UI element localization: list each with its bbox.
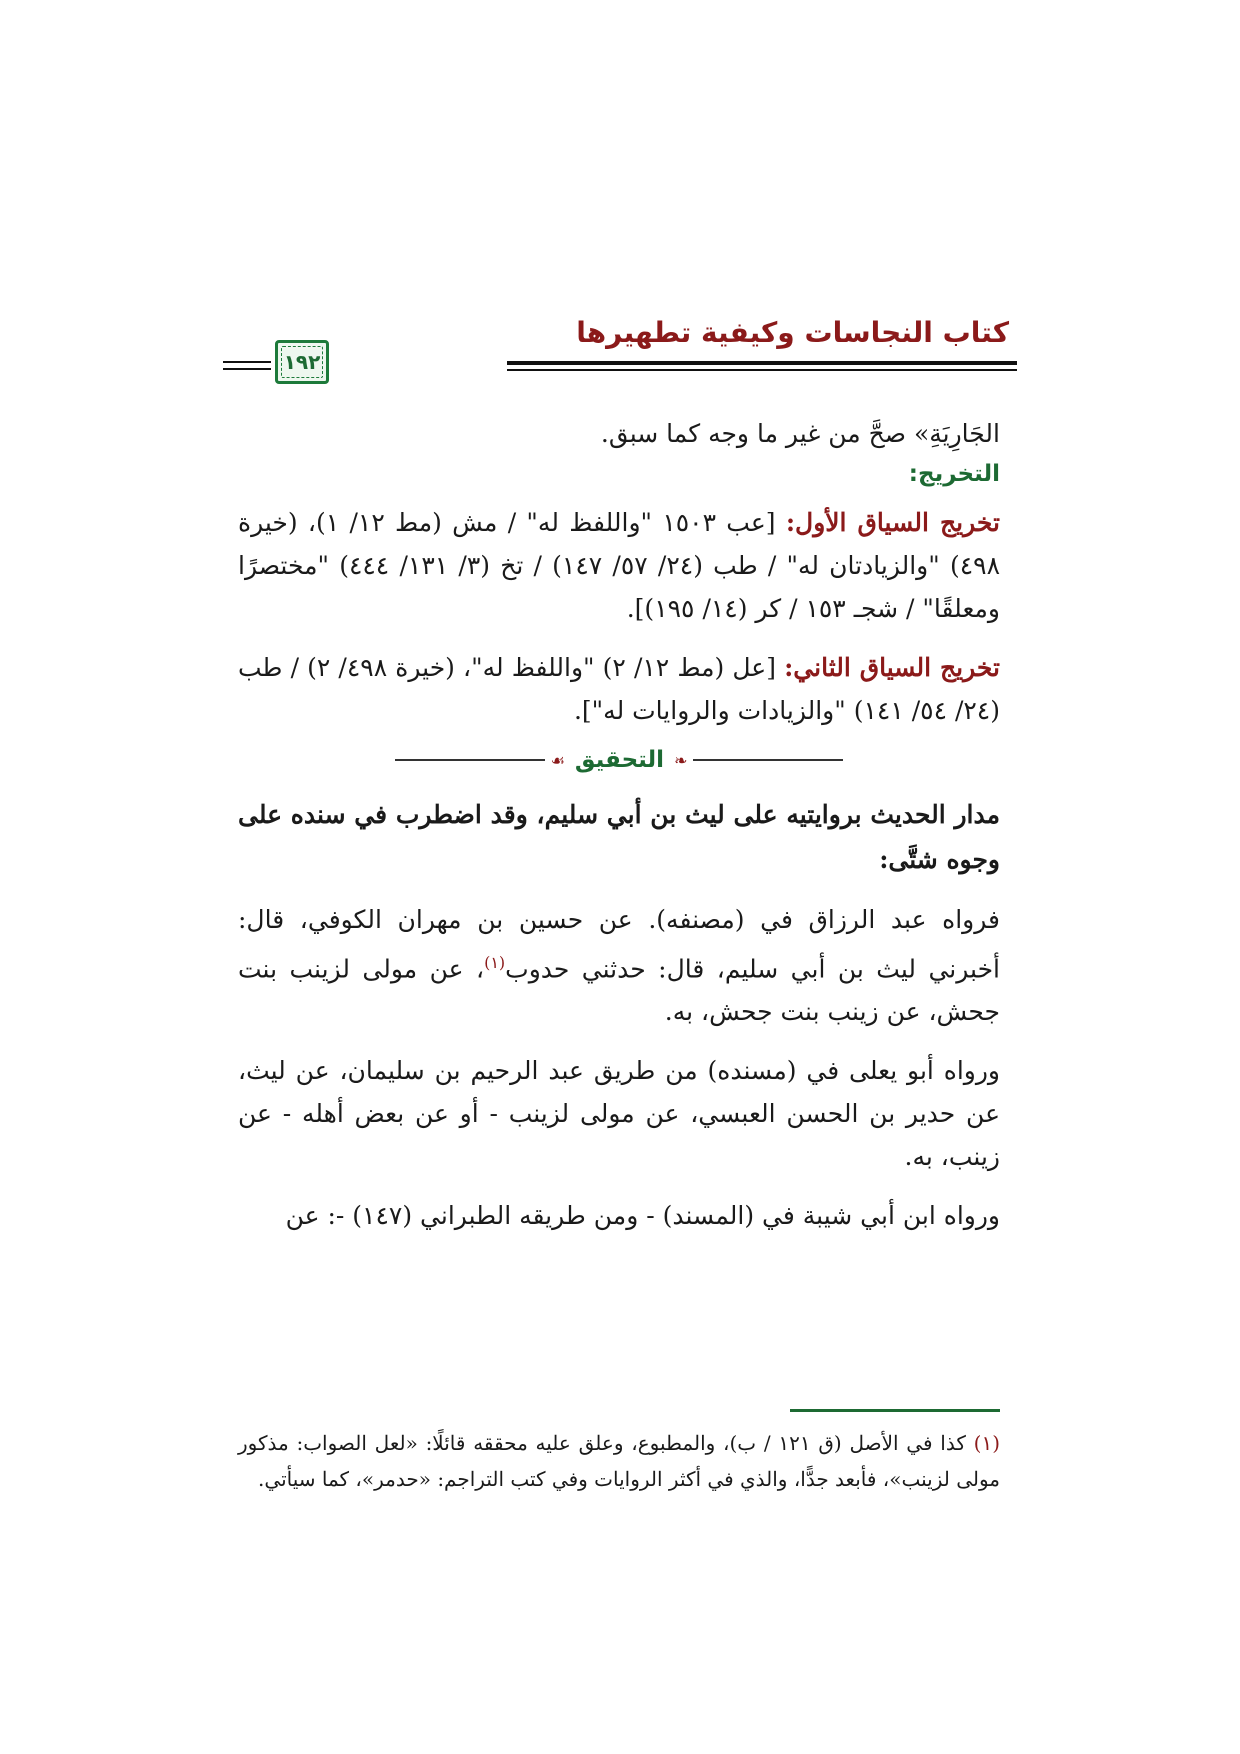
takhrij-heading: التخريج: [908,461,1000,487]
paragraph-ibnabishayba: ورواه ابن أبي شيبة في (المسند) - ومن طريقه الطبراني (١٤٧) -: عن [285,1201,1000,1231]
takhrij-first [238,501,1000,630]
tahqiq-heading: التحقيق [574,747,665,773]
paragraph-abdrazzaq [238,898,1000,1033]
abdrazzaq-text-b: ، عن مولى لزينب بنت جحش، عن زينب بنت جحش، به. [238,954,1000,1027]
main-text [238,412,1000,1237]
footnote-number: (١) [973,1431,1001,1455]
footnote-item [238,1425,1000,1497]
section-divider [238,742,1000,778]
running-title: كتاب النجاسات وكيفية تطهيرها [576,316,1009,349]
paragraph-continuation [238,412,1000,455]
continuation-text: الجَارِيَةِ» صحَّ من غير ما وجه كما سبق. [600,419,1000,448]
page-header [223,316,1017,394]
page-number: ١٩٢ [283,350,321,374]
footnote-separator [790,1409,1000,1412]
divider-line-left [395,759,545,761]
tahqiq-intro: مدار الحديث بروايتيه على ليث بن أبي سليم، وقد اضطرب في سنده على وجوه شتَّى: [238,800,1000,874]
takhrij-second-label: تخريج السياق الثاني: [784,653,1000,682]
footnote-marker[interactable]: (١) [484,953,506,972]
abdrazzaq-text-a: فرواه عبد الرزاق في (مصنفه). عن حسين بن مهران الكوفي، قال: أخبرني ليث بن أبي سليم، قال: حدثني حدوب [238,905,1000,984]
page-number-badge [275,340,329,384]
takhrij-first-label: تخريج السياق الأول: [785,508,1000,537]
paragraph-abuyala: ورواه أبو يعلى في (مسنده) من طريق عبد الرحيم بن سليمان، عن ليث، عن حدير بن الحسن العبسي، عن مولى لزينب - أو عن بعض أهله - عن زينب، به. [238,1056,1000,1172]
header-rule-thin [507,369,1017,371]
footnote-text: كذا في الأصل (ق ١٢١ / ب)، والمطبوع، وعلق عليه محققه قائلًا: «لعل الصواب: مذكور مولى لزينب»، فأبعد جدًّا، والذي في أكثر الروايات وفي كتب التراجم: «حدمر»، كما سيأتي. [238,1431,1000,1491]
takhrij-second [238,646,1000,732]
takhrij-second-text: [عل (مط ١٢/ ٢) "واللفظ له"، (خيرة ٤٩٨/ ٢) / طب (٢٤/ ٥٤/ ١٤١) "والزيادات والروايات له"]. [238,653,1000,725]
ornament-icon: ❧ [674,750,688,770]
divider-line-right [693,759,843,761]
ornament-icon: ☙ [550,750,565,770]
header-rule-left-a [223,361,271,363]
header-rule-thick [507,361,1017,365]
takhrij-first-text: [عب ١٥٠٣ "واللفظ له" / مش (مط ١٢/ ١)، (خيرة ٤٩٨) "والزيادتان له" / طب (٢٤/ ٥٧/ ١٤٧) / تخ (٣/ ١٣١/ ٤٤٤) "مختصرًا ومعلقًا" / شجـ ١٥٣ / كر (١٤/ ١٩٥)]. [238,508,1001,623]
footnotes [238,1425,1000,1497]
header-rule-left-b [223,368,271,370]
